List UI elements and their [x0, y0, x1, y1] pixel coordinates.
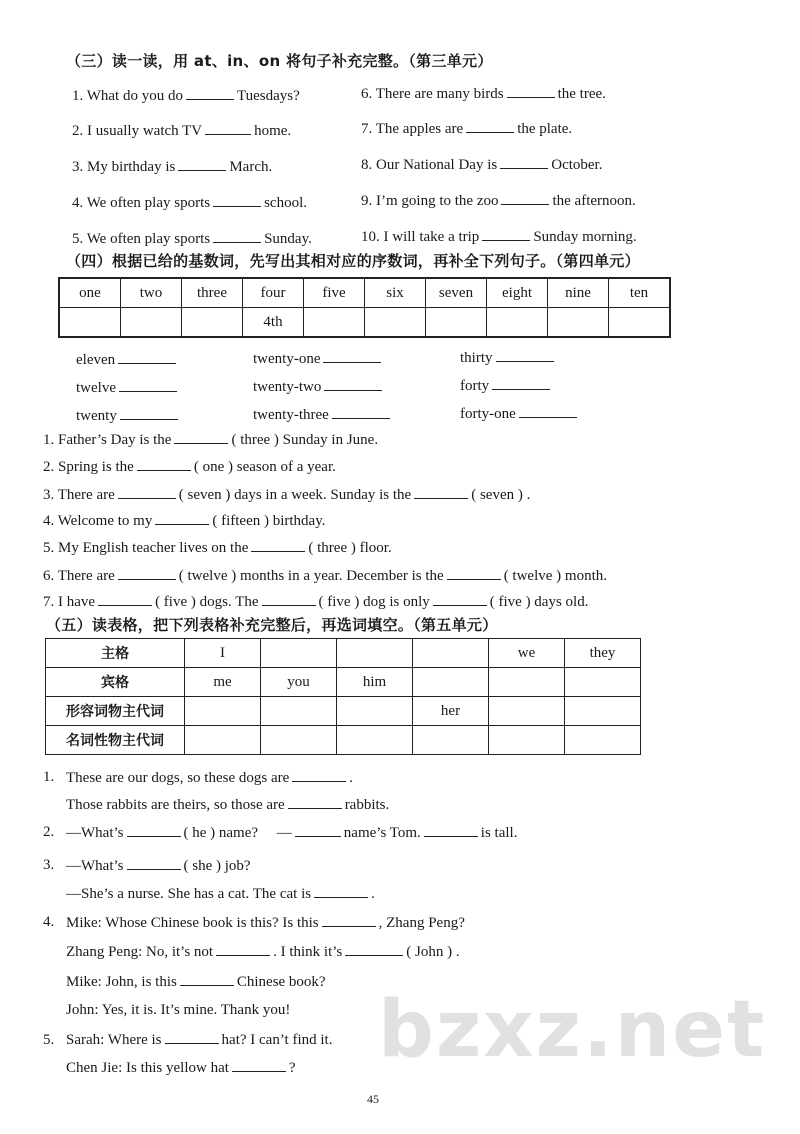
- answer-blank[interactable]: [127, 823, 181, 837]
- q10-text: 10. I will take a trip: [361, 229, 480, 245]
- pronoun-row: [46, 639, 641, 668]
- ex5-line2: [66, 1058, 296, 1077]
- answer-blank[interactable]: [466, 119, 514, 133]
- s6-text: 6. There are: [43, 568, 115, 584]
- ex4-text-2: Zhang Peng: No, it’s not: [66, 944, 214, 960]
- ordinal-cell[interactable]: [59, 308, 121, 338]
- ex1-text: These are our dogs, so these dogs are: [66, 770, 290, 786]
- s3-text-end: ( seven ) .: [471, 487, 531, 503]
- answer-blank[interactable]: [292, 768, 346, 782]
- ex5-text-end: hat? I can’t find it.: [221, 1032, 333, 1048]
- ex4-text-end: , Zhang Peng?: [378, 915, 465, 931]
- cardinal-cell: six: [365, 278, 426, 308]
- word-twenty-two: [253, 377, 385, 396]
- ex4-text-2-mid: . I think it’s: [273, 944, 343, 960]
- section3-header: （三）读一读，用 at、in、on 将句子补充完整。（第三单元）: [66, 52, 493, 70]
- pronoun-cell[interactable]: him: [337, 668, 413, 697]
- sec3-q1: [72, 86, 300, 105]
- ex1-text-end: .: [349, 770, 354, 786]
- ex2-text: —What’s: [66, 825, 124, 841]
- ordinal-row: [59, 308, 670, 338]
- sec3-q5: [72, 229, 312, 248]
- sec4-sentence-7: [43, 592, 588, 611]
- ex2-number: 2.: [43, 824, 55, 840]
- ordinal-table: [58, 277, 671, 338]
- sec3-q6: [361, 84, 606, 103]
- word-label: thirty: [460, 350, 493, 366]
- answer-blank[interactable]: [98, 592, 152, 606]
- pronoun-cell[interactable]: her: [413, 697, 489, 726]
- pronoun-cell[interactable]: [565, 726, 641, 755]
- answer-blank[interactable]: [118, 485, 176, 499]
- pronoun-cell[interactable]: [489, 668, 565, 697]
- word-twenty-one: [253, 349, 384, 368]
- ex5-line1: [66, 1030, 332, 1049]
- answer-blank[interactable]: [213, 193, 261, 207]
- answer-blank[interactable]: [178, 157, 226, 171]
- cardinal-cell: five: [304, 278, 365, 308]
- sec3-q2: [72, 121, 291, 140]
- answer-blank[interactable]: [323, 349, 381, 363]
- ordinal-cell[interactable]: [121, 308, 182, 338]
- answer-blank[interactable]: [424, 823, 478, 837]
- answer-blank[interactable]: [213, 229, 261, 243]
- answer-blank[interactable]: [137, 457, 191, 471]
- word-label: eleven: [76, 352, 116, 368]
- ex4-text-3-end: Chinese book?: [236, 974, 326, 990]
- word-forty-one: [460, 404, 580, 423]
- q1-text-end: Tuesdays?: [236, 88, 300, 104]
- pronoun-row: [46, 726, 641, 755]
- word-twenty-three: [253, 405, 393, 424]
- answer-blank[interactable]: [345, 942, 403, 956]
- sec3-q4: [72, 193, 307, 212]
- answer-blank[interactable]: [180, 972, 234, 986]
- q4-text: 4. We often play sports: [72, 195, 211, 211]
- s6-text-mid: ( twelve ) months in a year. December is the: [178, 568, 444, 584]
- s6-text-end: ( twelve ) month.: [503, 568, 607, 584]
- sec3-q8: [361, 155, 602, 174]
- ex3-text: —What’s: [66, 858, 124, 874]
- q8-text: 8. Our National Day is: [361, 157, 498, 173]
- row-head: 主格: [46, 639, 185, 668]
- ex2-text-mid: ( he ) name?: [183, 825, 259, 841]
- s7-text-mid2: ( five ) dog is only: [318, 594, 430, 610]
- ex5-number: 5.: [43, 1032, 55, 1048]
- sec3-q7: [361, 119, 572, 138]
- q2-text: 2. I usually watch TV: [72, 123, 203, 139]
- q4-text-end: school.: [264, 195, 307, 211]
- answer-blank[interactable]: [120, 406, 178, 420]
- ordinal-cell[interactable]: [304, 308, 365, 338]
- q7-text-end: the plate.: [517, 121, 573, 137]
- q9-text: 9. I’m going to the zoo: [361, 193, 499, 209]
- sec4-sentence-1: [43, 430, 378, 449]
- answer-blank[interactable]: [433, 592, 487, 606]
- answer-blank[interactable]: [414, 485, 468, 499]
- answer-blank[interactable]: [447, 566, 501, 580]
- answer-blank[interactable]: [232, 1058, 286, 1072]
- ex4-text-3: Mike: John, is this: [66, 974, 177, 990]
- answer-blank[interactable]: [322, 913, 376, 927]
- answer-blank[interactable]: [127, 856, 181, 870]
- ordinal-cell[interactable]: [365, 308, 426, 338]
- pronoun-cell[interactable]: [337, 697, 413, 726]
- answer-blank[interactable]: [507, 84, 555, 98]
- ex1-line1: [66, 768, 353, 787]
- ex4-text: Mike: Whose Chinese book is this? Is this: [66, 915, 319, 931]
- word-label: twelve: [76, 380, 116, 396]
- s5-text: 5. My English teacher lives on the: [43, 540, 249, 556]
- ex3-line1: [66, 856, 251, 875]
- ex4-number: 4.: [43, 914, 55, 930]
- ex3-line2: [66, 884, 375, 903]
- ex3-number: 3.: [43, 857, 55, 873]
- answer-blank[interactable]: [205, 121, 251, 135]
- word-label: twenty-one: [253, 351, 321, 367]
- section5-header: （五）读表格，把下列表格补充完整后，再选词填空。（第五单元）: [46, 616, 498, 634]
- pronoun-cell[interactable]: [565, 668, 641, 697]
- s3-text-mid: ( seven ) days in a week. Sunday is the: [178, 487, 412, 503]
- q7-text: 7. The apples are: [361, 121, 464, 137]
- ex4-text-2-end: ( John ) .: [406, 944, 460, 960]
- answer-blank[interactable]: [482, 227, 530, 241]
- pronoun-cell[interactable]: they: [565, 639, 641, 668]
- ex5-text-2: Chen Jie: Is this yellow hat: [66, 1060, 229, 1076]
- pronoun-table: [45, 638, 641, 755]
- ex3-text-2-end: .: [371, 886, 375, 902]
- answer-blank[interactable]: [332, 405, 390, 419]
- pronoun-cell[interactable]: you: [261, 668, 337, 697]
- sec3-q3: [72, 157, 272, 176]
- q2-text-end: home.: [254, 123, 292, 139]
- answer-blank[interactable]: [314, 884, 368, 898]
- answer-blank[interactable]: [186, 86, 234, 100]
- cardinal-row: [59, 278, 670, 308]
- pronoun-cell[interactable]: [565, 697, 641, 726]
- word-twelve: [76, 378, 180, 397]
- word-eleven: [76, 350, 179, 369]
- pronoun-row: [46, 668, 641, 697]
- pronoun-cell[interactable]: [337, 726, 413, 755]
- ordinal-cell[interactable]: [609, 308, 671, 338]
- sec4-sentence-6: [43, 566, 607, 585]
- sec4-sentence-5: [43, 538, 392, 557]
- sec3-q10: [361, 227, 637, 246]
- q6-text-end: the tree.: [557, 86, 606, 102]
- row-head: 形容词物主代词: [46, 697, 185, 726]
- answer-blank[interactable]: [165, 1030, 219, 1044]
- ex3-text-2: —She’s a nurse. She has a cat. The cat is: [66, 886, 312, 902]
- word-label: twenty-two: [253, 379, 322, 395]
- pronoun-cell[interactable]: [413, 639, 489, 668]
- ordinal-cell[interactable]: [548, 308, 609, 338]
- s3-text: 3. There are: [43, 487, 115, 503]
- pronoun-cell[interactable]: [261, 639, 337, 668]
- pronoun-cell[interactable]: [413, 668, 489, 697]
- pronoun-cell[interactable]: [261, 697, 337, 726]
- cardinal-cell: one: [59, 278, 121, 308]
- ex2-line: [66, 823, 517, 842]
- ex4-line1: [66, 913, 465, 932]
- q6-text: 6. There are many birds: [361, 86, 504, 102]
- answer-blank[interactable]: [501, 191, 549, 205]
- q8-text-end: October.: [551, 157, 603, 173]
- pronoun-cell[interactable]: I: [185, 639, 261, 668]
- answer-blank[interactable]: [519, 404, 577, 418]
- ordinal-cell[interactable]: [182, 308, 243, 338]
- watermark-logo: bzxz.net: [378, 985, 767, 1075]
- answer-blank[interactable]: [492, 376, 550, 390]
- ex5-text-2-end: ?: [288, 1060, 296, 1076]
- q3-text-end: March.: [229, 159, 273, 175]
- word-label: twenty-three: [253, 407, 329, 423]
- ordinal-cell[interactable]: [487, 308, 548, 338]
- sec4-sentence-3: [43, 485, 530, 504]
- answer-blank[interactable]: [118, 350, 176, 364]
- answer-blank[interactable]: [288, 795, 342, 809]
- s2-text: 2. Spring is the: [43, 459, 134, 475]
- sec4-sentence-4: [43, 511, 326, 530]
- cardinal-cell: eight: [487, 278, 548, 308]
- word-label: forty-one: [460, 406, 516, 422]
- s4-text-end: ( fifteen ) birthday.: [212, 513, 326, 529]
- ex2-text-mid2: name’s Tom.: [343, 825, 421, 841]
- q5-text: 5. We often play sports: [72, 231, 211, 247]
- answer-blank[interactable]: [119, 378, 177, 392]
- pronoun-cell[interactable]: [337, 639, 413, 668]
- pronoun-cell[interactable]: [185, 726, 261, 755]
- ex1-text-2-end: rabbits.: [344, 797, 390, 813]
- q3-text: 3. My birthday is: [72, 159, 176, 175]
- answer-blank[interactable]: [174, 430, 228, 444]
- row-head: 名词性物主代词: [46, 726, 185, 755]
- answer-blank[interactable]: [496, 348, 554, 362]
- cardinal-cell: two: [121, 278, 182, 308]
- pronoun-cell[interactable]: [489, 726, 565, 755]
- ex3-text-end: ( she ) job?: [183, 858, 251, 874]
- cardinal-cell: nine: [548, 278, 609, 308]
- ex1-number: 1.: [43, 769, 55, 785]
- q10-text-end: Sunday morning.: [533, 229, 637, 245]
- word-twenty: [76, 406, 181, 425]
- ordinal-cell[interactable]: [426, 308, 487, 338]
- pronoun-cell[interactable]: we: [489, 639, 565, 668]
- s2-text-end: ( one ) season of a year.: [193, 459, 336, 475]
- pronoun-cell[interactable]: [489, 697, 565, 726]
- s1-text-end: ( three ) Sunday in June.: [231, 432, 379, 448]
- ex2-text-end: is tall.: [480, 825, 518, 841]
- q1-text: 1. What do you do: [72, 88, 183, 104]
- cardinal-cell: three: [182, 278, 243, 308]
- answer-blank[interactable]: [216, 942, 270, 956]
- ordinal-cell[interactable]: 4th: [243, 308, 304, 338]
- answer-blank[interactable]: [155, 511, 209, 525]
- pronoun-cell[interactable]: [185, 697, 261, 726]
- answer-blank[interactable]: [295, 823, 341, 837]
- ex4-line4: John: Yes, it is. It’s mine. Thank you!: [66, 1002, 291, 1018]
- pronoun-cell[interactable]: me: [185, 668, 261, 697]
- pronoun-row: [46, 697, 641, 726]
- word-forty: [460, 376, 553, 395]
- sec4-sentence-2: [43, 457, 336, 476]
- s7-text: 7. I have: [43, 594, 96, 610]
- sec3-q9: [361, 191, 636, 210]
- row-head: 宾格: [46, 668, 185, 697]
- s4-text: 4. Welcome to my: [43, 513, 153, 529]
- ex2-dash: —: [276, 825, 292, 841]
- answer-blank[interactable]: [262, 592, 316, 606]
- s7-text-end: ( five ) days old.: [489, 594, 589, 610]
- pronoun-cell[interactable]: [261, 726, 337, 755]
- ex5-text: Sarah: Where is: [66, 1032, 162, 1048]
- cardinal-cell: seven: [426, 278, 487, 308]
- answer-blank[interactable]: [251, 538, 305, 552]
- page-number: 45: [367, 1092, 379, 1106]
- s1-text: 1. Father’s Day is the: [43, 432, 172, 448]
- cardinal-cell: four: [243, 278, 304, 308]
- answer-blank[interactable]: [500, 155, 548, 169]
- answer-blank[interactable]: [324, 377, 382, 391]
- s5-text-end: ( three ) floor.: [308, 540, 392, 556]
- ex1-line2: [66, 795, 389, 814]
- section4-header: （四）根据已给的基数词，先写出其相对应的序数词，再补全下列句子。（第四单元）: [66, 252, 640, 270]
- ex4-line3: [66, 972, 326, 991]
- answer-blank[interactable]: [118, 566, 176, 580]
- word-label: forty: [460, 378, 490, 394]
- q9-text-end: the afternoon.: [552, 193, 636, 209]
- cardinal-cell: ten: [609, 278, 671, 308]
- pronoun-cell[interactable]: [413, 726, 489, 755]
- s7-text-mid1: ( five ) dogs. The: [155, 594, 259, 610]
- ex1-text-2: Those rabbits are theirs, so those are: [66, 797, 285, 813]
- word-thirty: [460, 348, 557, 367]
- q5-text-end: Sunday.: [264, 231, 312, 247]
- ex4-line2: [66, 942, 460, 961]
- word-label: twenty: [76, 408, 117, 424]
